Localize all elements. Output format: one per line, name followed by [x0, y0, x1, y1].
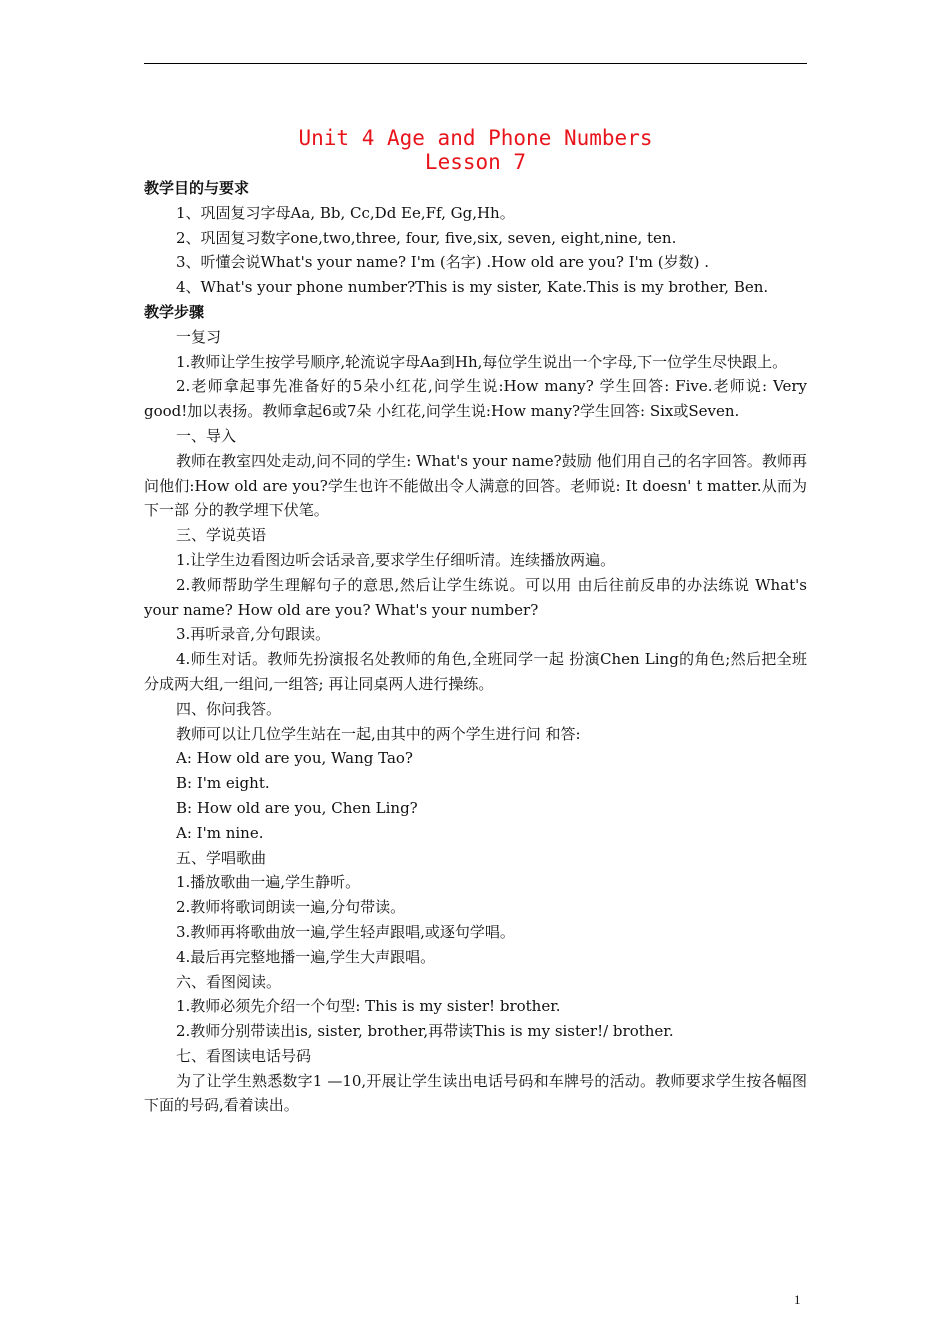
- speak-item: 3.再听录音,分句跟读。: [176, 625, 331, 644]
- speak-item: 4.师生对话。教师先扮演报名处教师的角色,全班同学一起 扮演Chen Ling的角色;然后把全班分成两大组,一组问,一组答; 再让同桌两人进行操练。: [144, 650, 807, 693]
- objective-item: 2、巩固复习数字one,two,three, four, five,six, seven, eight,nine, ten.: [176, 228, 677, 247]
- song-item: 1.播放歌曲一遍,学生静听。: [176, 873, 361, 892]
- speak-item: 2.教师帮助学生理解句子的意思,然后让学生练说。可以用 由后往前反串的办法练说 What's your name? How old are you? What's your number?: [144, 575, 807, 619]
- review-item: 1.教师让学生按学号顺序,轮流说字母Aa到Hh,每位学生说出一个字母,下一位学生尽快跟上。: [176, 352, 788, 371]
- dialogue-line: B: I'm eight.: [176, 774, 270, 793]
- speak-item: 1.让学生边看图边听会话录音,要求学生仔细听清。连续播放两遍。: [176, 550, 616, 569]
- dialogue-line: A: I'm nine.: [176, 823, 264, 842]
- objective-item: 1、巩固复习字母Aa, Bb, Cc,Dd Ee,Ff, Gg,Hh。: [176, 203, 515, 222]
- section-heading: 一复习: [176, 327, 222, 346]
- header-rule: [144, 63, 807, 64]
- objective-item: 3、听懂会说What's your name? I'm (名字) .How old are you? I'm (岁数) .: [176, 253, 710, 272]
- objective-item: 4、What's your phone number?This is my sister, Kate.This is my brother, Ben.: [176, 278, 769, 297]
- ask-intro: 教师可以让几位学生站在一起,由其中的两个学生进行问 和答:: [176, 724, 581, 743]
- steps-heading: 教学步骤: [144, 302, 205, 321]
- document-title: Unit 4 Age and Phone Numbers: [298, 126, 653, 150]
- dialogue-line: A: How old are you, Wang Tao?: [176, 749, 413, 768]
- reading-item: 1.教师必须先介绍一个句型: This is my sister! brother.: [176, 997, 561, 1016]
- song-item: 4.最后再完整地播一遍,学生大声跟唱。: [176, 947, 436, 966]
- song-item: 2.教师将歌词朗读一遍,分句带读。: [176, 898, 406, 917]
- section-heading: 三、学说英语: [176, 526, 267, 545]
- objectives-heading: 教学目的与要求: [144, 179, 250, 197]
- document-body: [144, 176, 807, 1118]
- section-heading: 五、学唱歌曲: [176, 848, 267, 867]
- phone-paragraph: 为了让学生熟悉数字1 —10,开展让学生读出电话号码和车牌号的活动。教师要求学生按各幅图下面的号码,看着读出。: [144, 1071, 807, 1115]
- section-heading: 六、看图阅读。: [176, 972, 282, 991]
- review-item: 2.老师拿起事先准备好的5朵小红花,问学生说:How many? 学生回答: Five.老师说: Very good!加以表扬。教师拿起6或7朵 小红花,问学生说:How many?学生回答: Six或Seven.: [144, 377, 807, 421]
- document-subtitle: Lesson 7: [424, 150, 527, 174]
- song-item: 3.教师再将歌曲放一遍,学生轻声跟唱,或逐句学唱。: [176, 922, 515, 941]
- reading-item: 2.教师分别带读出is, sister, brother,再带读This is my sister!/ brother.: [176, 1022, 674, 1041]
- section-heading: 七、看图读电话号码: [176, 1046, 312, 1065]
- section-heading: 四、你问我答。: [176, 699, 282, 718]
- page-number: 1: [794, 1292, 801, 1307]
- dialogue-line: B: How old are you, Chen Ling?: [176, 798, 418, 817]
- section-heading: 一、导入: [176, 426, 237, 445]
- intro-paragraph: 教师在教室四处走动,问不同的学生: What's your name?鼓励 他们用自己的名字回答。教师再问他们:How old are you?学生也许不能做出令人满意的回答。老师说: It doesn' t matter.从而为下一部 分的教学埋下伏笔。: [144, 451, 807, 520]
